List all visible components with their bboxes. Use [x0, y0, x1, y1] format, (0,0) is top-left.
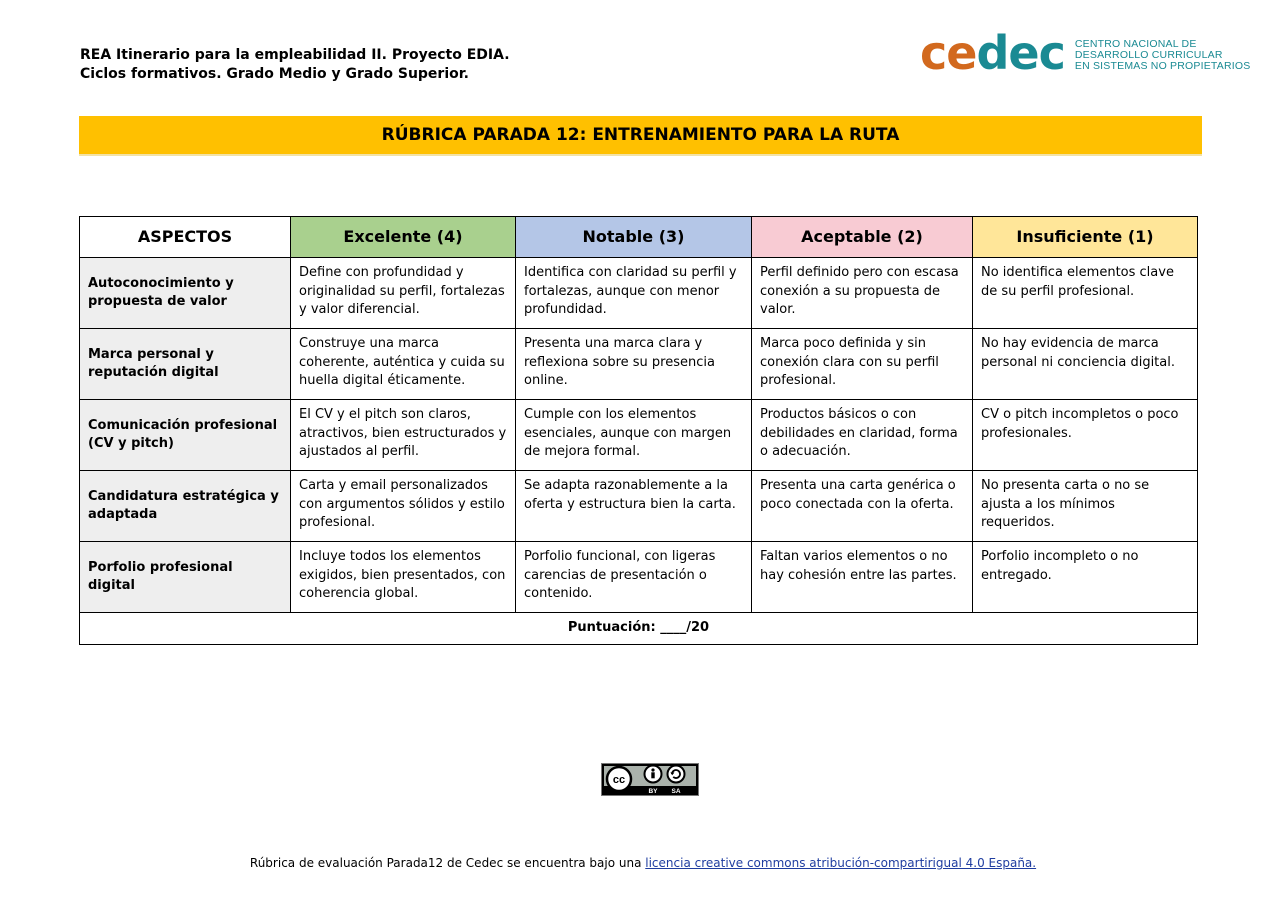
total-score: Puntuación: ____/20 — [80, 613, 1198, 645]
rubric-title: RÚBRICA PARADA 12: ENTRENAMIENTO PARA LA RUTA — [79, 116, 1202, 156]
header-excelente: Excelente (4) — [291, 217, 516, 258]
sa-label: SA — [671, 788, 681, 795]
table-row — [80, 400, 1198, 471]
excelente-cell: Incluye todos los elementos exigidos, bien presentados, con coherencia global. — [291, 542, 516, 613]
table-row — [80, 542, 1198, 613]
aspect-cell: Porfolio profesional digital — [80, 542, 291, 613]
rubric-table — [79, 216, 1198, 645]
aceptable-cell: Perfil definido pero con escasa conexión a su propuesta de valor. — [752, 258, 973, 329]
by-label: BY — [648, 788, 658, 795]
aceptable-cell: Marca poco definida y sin conexión clara con su perfil profesional. — [752, 329, 973, 400]
excelente-cell: Carta y email personalizados con argumentos sólidos y estilo profesional. — [291, 471, 516, 542]
aspect-cell: Candidatura estratégica y adaptada — [80, 471, 291, 542]
license-link[interactable]: licencia creative commons atribución-compartirigual 4.0 España. — [645, 856, 1037, 870]
logo-word-part-1: ce — [920, 26, 977, 80]
rubric-header-row — [80, 217, 1198, 258]
excelente-cell: El CV y el pitch son claros, atractivos, bien estructurados y ajustados al perfil. — [291, 400, 516, 471]
aceptable-cell: Productos básicos o con debilidades en claridad, forma o adecuación. — [752, 400, 973, 471]
header-aceptable: Aceptable (2) — [752, 217, 973, 258]
insuficiente-cell: CV o pitch incompletos o poco profesionales. — [973, 400, 1198, 471]
insuficiente-cell: No presenta carta o no se ajusta a los mínimos requeridos. — [973, 471, 1198, 542]
excelente-cell: Define con profundidad y originalidad su perfil, fortalezas y valor diferencial. — [291, 258, 516, 329]
logo-text-line-1: CENTRO NACIONAL DE — [1074, 37, 1197, 50]
table-row — [80, 329, 1198, 400]
table-row — [80, 258, 1198, 329]
aspect-cell: Autoconocimiento y propuesta de valor — [80, 258, 291, 329]
cc-badge-graphic — [601, 763, 699, 796]
notable-cell: Identifica con claridad su perfil y fortalezas, aunque con menor profundidad. — [516, 258, 752, 329]
aceptable-cell: Faltan varios elementos o no hay cohesión entre las partes. — [752, 542, 973, 613]
logo-text-line-3: EN SISTEMAS NO PROPIETARIOS — [1074, 59, 1251, 72]
notable-cell: Porfolio funcional, con ligeras carencias de presentación o contenido. — [516, 542, 752, 613]
header-insuficiente: Insuficiente (1) — [973, 217, 1198, 258]
header-line-2: Ciclos formativos. Grado Medio y Grado Superior. — [80, 66, 469, 82]
svg-text:cc: cc — [612, 774, 626, 786]
logo-word-part-2: dec — [976, 26, 1065, 80]
insuficiente-cell: No hay evidencia de marca personal ni conciencia digital. — [973, 329, 1198, 400]
license-footer — [0, 856, 1286, 870]
cedec-logo-text — [1075, 39, 1251, 72]
by-icon — [645, 766, 662, 783]
document-header — [80, 46, 510, 84]
logo-text-line-2: DESARROLLO CURRICULAR — [1074, 48, 1223, 61]
footer-text: Rúbrica de evaluación Parada12 de Cedec se encuentra bajo una — [249, 856, 646, 870]
notable-cell: Presenta una marca clara y reflexiona sobre su presencia online. — [516, 329, 752, 400]
insuficiente-cell: No identifica elementos clave de su perfil profesional. — [973, 258, 1198, 329]
sa-icon — [668, 766, 685, 783]
notable-cell: Se adapta razonablemente a la oferta y estructura bien la carta. — [516, 471, 752, 542]
excelente-cell: Construye una marca coherente, auténtica y cuida su huella digital éticamente. — [291, 329, 516, 400]
table-row — [80, 471, 1198, 542]
notable-cell: Cumple con los elementos esenciales, aunque con margen de mejora formal. — [516, 400, 752, 471]
total-row — [80, 613, 1198, 645]
header-line-1: REA Itinerario para la empleabilidad II. Proyecto EDIA. — [80, 47, 510, 63]
aspect-cell: Comunicación profesional (CV y pitch) — [80, 400, 291, 471]
cedec-logo — [920, 26, 1251, 80]
aspect-cell: Marca personal y reputación digital — [80, 329, 291, 400]
cc-license-badge — [601, 763, 699, 796]
header-notable: Notable (3) — [516, 217, 752, 258]
insuficiente-cell: Porfolio incompleto o no entregado. — [973, 542, 1198, 613]
aceptable-cell: Presenta una carta genérica o poco conectada con la oferta. — [752, 471, 973, 542]
cedec-logo-word — [920, 26, 1065, 80]
header-aspectos: ASPECTOS — [80, 217, 291, 258]
cc-icon — [607, 767, 631, 791]
